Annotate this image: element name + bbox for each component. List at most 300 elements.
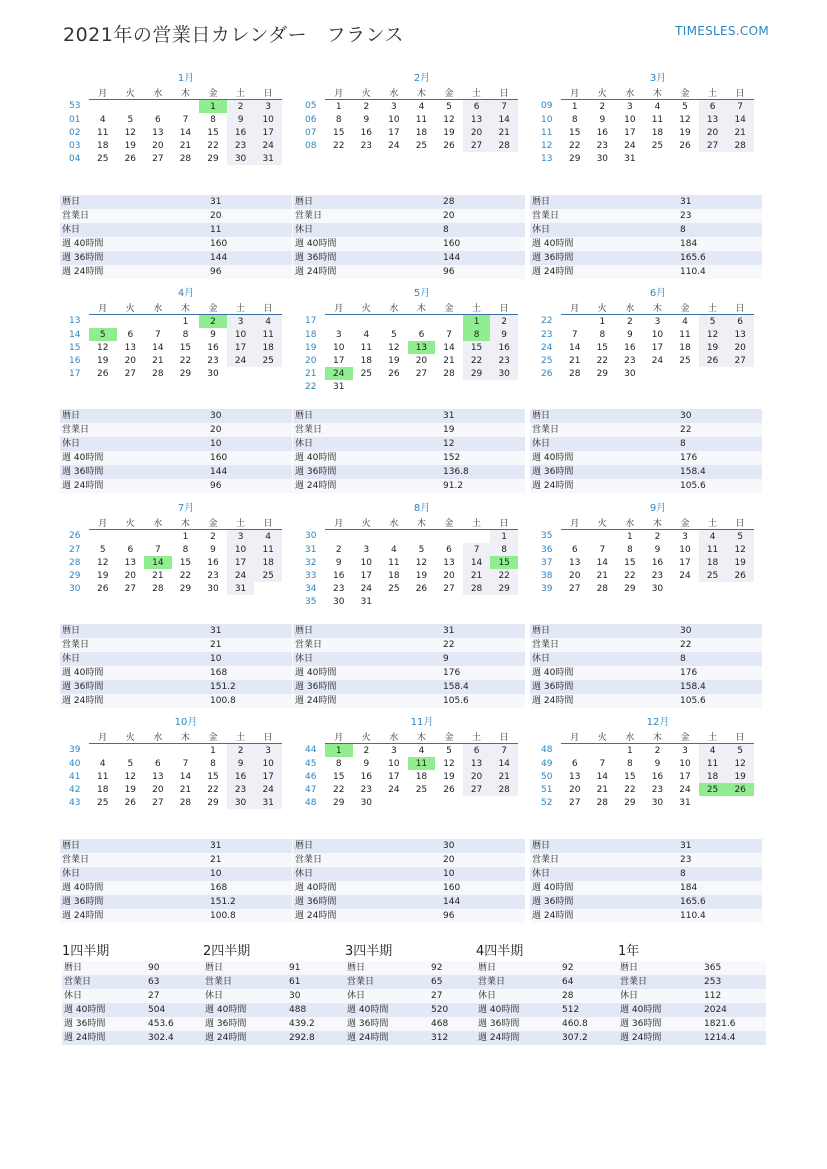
weekend-day-cell[interactable]: 13 xyxy=(699,113,727,126)
day-cell[interactable]: 22 xyxy=(569,140,581,151)
day-cell[interactable]: 27 xyxy=(124,583,137,594)
day-cell[interactable]: 28 xyxy=(179,153,192,164)
day-cell[interactable]: 8 xyxy=(599,329,606,340)
day-cell[interactable]: 29 xyxy=(333,797,345,808)
day-cell[interactable]: 23 xyxy=(624,355,636,366)
day-cell[interactable]: 19 xyxy=(679,127,691,138)
weekend-day-cell[interactable]: 3 xyxy=(254,100,282,114)
weekend-day-cell[interactable]: 28 xyxy=(463,582,491,595)
day-cell[interactable]: 26 xyxy=(388,368,400,379)
weekend-day-cell[interactable]: 16 xyxy=(490,341,518,354)
weekend-day-cell[interactable]: 6 xyxy=(726,315,754,329)
weekend-day-cell[interactable]: 19 xyxy=(699,341,727,354)
holiday-day-cell[interactable]: 11 xyxy=(408,757,436,770)
day-cell[interactable]: 7 xyxy=(599,544,606,555)
day-cell[interactable]: 14 xyxy=(443,342,455,353)
day-cell[interactable]: 2 xyxy=(599,101,606,112)
day-cell[interactable]: 11 xyxy=(97,771,109,782)
day-cell[interactable]: 22 xyxy=(179,570,192,581)
day-cell[interactable]: 15 xyxy=(569,127,581,138)
day-cell[interactable]: 18 xyxy=(360,355,373,366)
day-cell[interactable]: 25 xyxy=(360,368,373,379)
day-cell[interactable]: 16 xyxy=(651,557,664,568)
day-cell[interactable]: 8 xyxy=(210,758,216,769)
day-cell[interactable]: 13 xyxy=(443,557,455,568)
day-cell[interactable]: 15 xyxy=(333,127,345,138)
holiday-day-cell[interactable]: 25 xyxy=(699,783,727,796)
holiday-day-cell[interactable]: 1 xyxy=(199,100,227,114)
weekend-day-cell[interactable]: 7 xyxy=(490,100,518,114)
day-cell[interactable]: 13 xyxy=(124,342,137,353)
day-cell[interactable]: 16 xyxy=(333,570,345,581)
brand-link[interactable]: TIMESLES.COM xyxy=(675,24,769,38)
weekend-day-cell[interactable]: 24 xyxy=(254,783,282,796)
day-cell[interactable]: 26 xyxy=(443,784,455,795)
day-cell[interactable]: 26 xyxy=(124,797,137,808)
day-cell[interactable]: 6 xyxy=(571,544,578,555)
holiday-day-cell[interactable]: 1 xyxy=(463,315,491,329)
day-cell[interactable]: 24 xyxy=(360,583,373,594)
weekend-day-cell[interactable]: 31 xyxy=(254,152,282,165)
day-cell[interactable]: 14 xyxy=(179,771,192,782)
day-cell[interactable]: 24 xyxy=(679,570,691,581)
day-cell[interactable]: 16 xyxy=(360,127,373,138)
weekend-day-cell[interactable]: 29 xyxy=(490,582,518,595)
weekend-day-cell[interactable]: 27 xyxy=(699,139,727,152)
day-cell[interactable]: 28 xyxy=(443,368,455,379)
day-cell[interactable]: 6 xyxy=(127,329,134,340)
day-cell[interactable]: 31 xyxy=(679,797,691,808)
day-cell[interactable]: 17 xyxy=(651,342,664,353)
day-cell[interactable]: 29 xyxy=(624,797,636,808)
weekend-day-cell[interactable]: 27 xyxy=(726,354,754,367)
day-cell[interactable]: 10 xyxy=(388,114,400,125)
day-cell[interactable]: 21 xyxy=(596,784,609,795)
day-cell[interactable]: 11 xyxy=(360,342,373,353)
day-cell[interactable]: 11 xyxy=(97,127,109,138)
day-cell[interactable]: 29 xyxy=(179,368,192,379)
day-cell[interactable]: 31 xyxy=(624,153,636,164)
weekend-day-cell[interactable]: 16 xyxy=(227,126,255,139)
day-cell[interactable]: 1 xyxy=(335,101,342,112)
day-cell[interactable]: 31 xyxy=(360,596,373,607)
day-cell[interactable]: 5 xyxy=(446,745,452,756)
day-cell[interactable]: 28 xyxy=(569,368,581,379)
day-cell[interactable]: 23 xyxy=(651,784,664,795)
day-cell[interactable]: 15 xyxy=(624,771,636,782)
weekend-day-cell[interactable]: 15 xyxy=(463,341,491,354)
day-cell[interactable]: 3 xyxy=(682,531,688,542)
day-cell[interactable]: 7 xyxy=(599,758,606,769)
day-cell[interactable]: 31 xyxy=(333,381,345,392)
day-cell[interactable]: 11 xyxy=(388,557,400,568)
day-cell[interactable]: 14 xyxy=(152,342,164,353)
day-cell[interactable]: 13 xyxy=(569,557,581,568)
day-cell[interactable]: 23 xyxy=(596,140,609,151)
day-cell[interactable]: 1 xyxy=(182,531,189,542)
weekend-day-cell[interactable]: 5 xyxy=(699,315,727,329)
holiday-day-cell[interactable]: 2 xyxy=(199,315,227,329)
weekend-day-cell[interactable]: 2 xyxy=(227,744,255,758)
weekend-day-cell[interactable]: 5 xyxy=(726,530,754,544)
day-cell[interactable]: 19 xyxy=(415,570,428,581)
weekend-day-cell[interactable]: 30 xyxy=(227,152,255,165)
day-cell[interactable]: 8 xyxy=(335,758,342,769)
day-cell[interactable]: 19 xyxy=(443,127,455,138)
day-cell[interactable]: 25 xyxy=(388,583,400,594)
day-cell[interactable]: 25 xyxy=(651,140,664,151)
day-cell[interactable]: 9 xyxy=(654,758,661,769)
day-cell[interactable]: 19 xyxy=(97,355,109,366)
day-cell[interactable]: 6 xyxy=(155,758,161,769)
weekend-day-cell[interactable]: 10 xyxy=(227,328,255,341)
day-cell[interactable]: 3 xyxy=(391,745,397,756)
weekend-day-cell[interactable]: 21 xyxy=(490,126,518,139)
day-cell[interactable]: 16 xyxy=(207,342,219,353)
day-cell[interactable]: 26 xyxy=(679,140,691,151)
day-cell[interactable]: 7 xyxy=(571,329,578,340)
day-cell[interactable]: 1 xyxy=(210,745,216,756)
day-cell[interactable]: 16 xyxy=(624,342,636,353)
weekend-day-cell[interactable]: 24 xyxy=(227,569,255,582)
day-cell[interactable]: 6 xyxy=(155,114,161,125)
day-cell[interactable]: 17 xyxy=(624,127,636,138)
day-cell[interactable]: 8 xyxy=(627,758,633,769)
day-cell[interactable]: 12 xyxy=(415,557,428,568)
day-cell[interactable]: 20 xyxy=(569,784,581,795)
day-cell[interactable]: 18 xyxy=(415,127,428,138)
day-cell[interactable]: 11 xyxy=(415,114,428,125)
day-cell[interactable]: 29 xyxy=(569,153,581,164)
weekend-day-cell[interactable]: 14 xyxy=(726,113,754,126)
day-cell[interactable]: 21 xyxy=(569,355,581,366)
holiday-day-cell[interactable]: 26 xyxy=(726,783,754,796)
day-cell[interactable]: 16 xyxy=(651,771,664,782)
day-cell[interactable]: 17 xyxy=(360,570,373,581)
weekend-day-cell[interactable]: 17 xyxy=(227,556,255,569)
day-cell[interactable]: 22 xyxy=(624,570,636,581)
day-cell[interactable]: 17 xyxy=(388,771,400,782)
day-cell[interactable]: 5 xyxy=(682,101,688,112)
holiday-day-cell[interactable]: 1 xyxy=(325,744,353,758)
day-cell[interactable]: 22 xyxy=(179,355,192,366)
weekend-day-cell[interactable]: 17 xyxy=(254,126,282,139)
day-cell[interactable]: 27 xyxy=(152,797,164,808)
day-cell[interactable]: 12 xyxy=(124,771,137,782)
day-cell[interactable]: 17 xyxy=(679,771,691,782)
weekend-day-cell[interactable]: 18 xyxy=(254,341,282,354)
weekend-day-cell[interactable]: 13 xyxy=(463,757,491,770)
day-cell[interactable]: 15 xyxy=(624,557,636,568)
day-cell[interactable]: 29 xyxy=(207,153,219,164)
day-cell[interactable]: 3 xyxy=(627,101,633,112)
holiday-day-cell[interactable]: 15 xyxy=(490,556,518,569)
day-cell[interactable]: 3 xyxy=(682,745,688,756)
weekend-day-cell[interactable]: 26 xyxy=(699,354,727,367)
day-cell[interactable]: 20 xyxy=(415,355,428,366)
day-cell[interactable]: 8 xyxy=(335,114,342,125)
day-cell[interactable]: 14 xyxy=(179,127,192,138)
day-cell[interactable]: 19 xyxy=(443,771,455,782)
day-cell[interactable]: 9 xyxy=(210,329,216,340)
day-cell[interactable]: 23 xyxy=(207,355,219,366)
weekend-day-cell[interactable]: 1 xyxy=(490,530,518,544)
day-cell[interactable]: 23 xyxy=(651,570,664,581)
day-cell[interactable]: 20 xyxy=(152,140,164,151)
weekend-day-cell[interactable]: 9 xyxy=(490,328,518,341)
weekend-day-cell[interactable]: 10 xyxy=(254,757,282,770)
weekend-day-cell[interactable]: 25 xyxy=(699,569,727,582)
day-cell[interactable]: 16 xyxy=(207,557,219,568)
day-cell[interactable]: 20 xyxy=(152,784,164,795)
weekend-day-cell[interactable]: 9 xyxy=(227,757,255,770)
day-cell[interactable]: 15 xyxy=(207,127,219,138)
weekend-day-cell[interactable]: 17 xyxy=(227,341,255,354)
day-cell[interactable]: 19 xyxy=(124,784,137,795)
day-cell[interactable]: 10 xyxy=(333,342,345,353)
weekend-day-cell[interactable]: 28 xyxy=(726,139,754,152)
day-cell[interactable]: 12 xyxy=(97,557,109,568)
day-cell[interactable]: 6 xyxy=(446,544,452,555)
weekend-day-cell[interactable]: 3 xyxy=(227,530,255,544)
day-cell[interactable]: 28 xyxy=(596,583,609,594)
day-cell[interactable]: 14 xyxy=(596,771,609,782)
weekend-day-cell[interactable]: 13 xyxy=(463,113,491,126)
day-cell[interactable]: 12 xyxy=(124,127,137,138)
weekend-day-cell[interactable]: 16 xyxy=(227,770,255,783)
weekend-day-cell[interactable]: 11 xyxy=(699,757,727,770)
day-cell[interactable]: 1 xyxy=(599,316,606,327)
weekend-day-cell[interactable]: 14 xyxy=(490,757,518,770)
weekend-day-cell[interactable]: 2 xyxy=(490,315,518,329)
day-cell[interactable]: 30 xyxy=(360,797,373,808)
day-cell[interactable]: 5 xyxy=(127,758,134,769)
day-cell[interactable]: 7 xyxy=(155,329,161,340)
day-cell[interactable]: 1 xyxy=(182,316,189,327)
day-cell[interactable]: 17 xyxy=(388,127,400,138)
day-cell[interactable]: 24 xyxy=(624,140,636,151)
weekend-day-cell[interactable]: 17 xyxy=(254,770,282,783)
day-cell[interactable]: 30 xyxy=(333,596,345,607)
weekend-day-cell[interactable]: 6 xyxy=(463,100,491,114)
day-cell[interactable]: 4 xyxy=(682,316,688,327)
weekend-day-cell[interactable]: 28 xyxy=(490,139,518,152)
weekend-day-cell[interactable]: 28 xyxy=(490,783,518,796)
day-cell[interactable]: 2 xyxy=(210,531,216,542)
weekend-day-cell[interactable]: 30 xyxy=(227,796,255,809)
holiday-day-cell[interactable]: 24 xyxy=(325,367,353,380)
day-cell[interactable]: 10 xyxy=(360,557,373,568)
day-cell[interactable]: 7 xyxy=(446,329,452,340)
day-cell[interactable]: 25 xyxy=(679,355,691,366)
weekend-day-cell[interactable]: 25 xyxy=(254,569,282,582)
weekend-day-cell[interactable]: 23 xyxy=(227,139,255,152)
weekend-day-cell[interactable]: 18 xyxy=(699,556,727,569)
weekend-day-cell[interactable]: 18 xyxy=(254,556,282,569)
day-cell[interactable]: 20 xyxy=(124,570,137,581)
day-cell[interactable]: 3 xyxy=(391,101,397,112)
day-cell[interactable]: 22 xyxy=(207,784,219,795)
day-cell[interactable]: 6 xyxy=(127,544,134,555)
weekend-day-cell[interactable]: 27 xyxy=(463,139,491,152)
day-cell[interactable]: 17 xyxy=(333,355,345,366)
day-cell[interactable]: 13 xyxy=(569,771,581,782)
day-cell[interactable]: 3 xyxy=(654,316,661,327)
day-cell[interactable]: 4 xyxy=(99,758,106,769)
day-cell[interactable]: 10 xyxy=(679,544,691,555)
day-cell[interactable]: 2 xyxy=(363,745,370,756)
day-cell[interactable]: 28 xyxy=(179,797,192,808)
day-cell[interactable]: 10 xyxy=(388,758,400,769)
day-cell[interactable]: 30 xyxy=(651,797,664,808)
day-cell[interactable]: 30 xyxy=(207,583,219,594)
weekend-day-cell[interactable]: 10 xyxy=(254,113,282,126)
day-cell[interactable]: 2 xyxy=(654,745,661,756)
day-cell[interactable]: 14 xyxy=(569,342,581,353)
day-cell[interactable]: 19 xyxy=(97,570,109,581)
day-cell[interactable]: 8 xyxy=(182,544,189,555)
day-cell[interactable]: 12 xyxy=(679,114,691,125)
day-cell[interactable]: 10 xyxy=(679,758,691,769)
day-cell[interactable]: 13 xyxy=(152,771,164,782)
weekend-day-cell[interactable]: 4 xyxy=(254,315,282,329)
day-cell[interactable]: 22 xyxy=(207,140,219,151)
day-cell[interactable]: 1 xyxy=(627,531,633,542)
day-cell[interactable]: 7 xyxy=(182,758,189,769)
weekend-day-cell[interactable]: 21 xyxy=(726,126,754,139)
day-cell[interactable]: 24 xyxy=(388,784,400,795)
weekend-day-cell[interactable]: 11 xyxy=(254,328,282,341)
day-cell[interactable]: 4 xyxy=(99,114,106,125)
day-cell[interactable]: 4 xyxy=(654,101,661,112)
day-cell[interactable]: 26 xyxy=(443,140,455,151)
day-cell[interactable]: 21 xyxy=(152,355,164,366)
day-cell[interactable]: 30 xyxy=(651,583,664,594)
day-cell[interactable]: 4 xyxy=(418,101,425,112)
day-cell[interactable]: 18 xyxy=(651,127,664,138)
weekend-day-cell[interactable]: 18 xyxy=(699,770,727,783)
holiday-day-cell[interactable]: 8 xyxy=(463,328,491,341)
day-cell[interactable]: 4 xyxy=(363,329,370,340)
weekend-day-cell[interactable]: 13 xyxy=(726,328,754,341)
day-cell[interactable]: 27 xyxy=(124,368,137,379)
day-cell[interactable]: 9 xyxy=(599,114,606,125)
day-cell[interactable]: 13 xyxy=(124,557,137,568)
day-cell[interactable]: 9 xyxy=(627,329,633,340)
weekend-day-cell[interactable]: 19 xyxy=(726,770,754,783)
weekend-day-cell[interactable]: 9 xyxy=(227,113,255,126)
day-cell[interactable]: 27 xyxy=(443,583,455,594)
day-cell[interactable]: 1 xyxy=(571,101,578,112)
weekend-day-cell[interactable]: 25 xyxy=(254,354,282,367)
weekend-day-cell[interactable]: 24 xyxy=(254,139,282,152)
day-cell[interactable]: 15 xyxy=(333,771,345,782)
weekend-day-cell[interactable]: 26 xyxy=(726,569,754,582)
weekend-day-cell[interactable]: 30 xyxy=(490,367,518,380)
weekend-day-cell[interactable]: 22 xyxy=(490,569,518,582)
day-cell[interactable]: 25 xyxy=(415,784,428,795)
day-cell[interactable]: 8 xyxy=(182,329,189,340)
day-cell[interactable]: 7 xyxy=(182,114,189,125)
day-cell[interactable]: 17 xyxy=(679,557,691,568)
day-cell[interactable]: 11 xyxy=(651,114,664,125)
day-cell[interactable]: 25 xyxy=(97,153,109,164)
day-cell[interactable]: 24 xyxy=(388,140,400,151)
day-cell[interactable]: 22 xyxy=(596,355,609,366)
day-cell[interactable]: 9 xyxy=(363,758,370,769)
weekend-day-cell[interactable]: 10 xyxy=(227,543,255,556)
weekend-day-cell[interactable]: 5 xyxy=(726,744,754,758)
day-cell[interactable]: 30 xyxy=(596,153,609,164)
weekend-day-cell[interactable]: 20 xyxy=(463,770,491,783)
weekend-day-cell[interactable]: 7 xyxy=(490,744,518,758)
weekend-day-cell[interactable]: 12 xyxy=(726,757,754,770)
weekend-day-cell[interactable]: 11 xyxy=(254,543,282,556)
day-cell[interactable]: 15 xyxy=(207,771,219,782)
weekend-day-cell[interactable]: 31 xyxy=(227,582,255,595)
weekend-day-cell[interactable]: 11 xyxy=(699,543,727,556)
day-cell[interactable]: 28 xyxy=(152,583,164,594)
day-cell[interactable]: 14 xyxy=(596,557,609,568)
day-cell[interactable]: 9 xyxy=(335,557,342,568)
day-cell[interactable]: 8 xyxy=(210,114,216,125)
day-cell[interactable]: 24 xyxy=(679,784,691,795)
day-cell[interactable]: 3 xyxy=(335,329,342,340)
weekend-day-cell[interactable]: 29 xyxy=(463,367,491,380)
day-cell[interactable]: 18 xyxy=(388,570,400,581)
weekend-day-cell[interactable]: 3 xyxy=(227,315,255,329)
weekend-day-cell[interactable]: 8 xyxy=(490,543,518,556)
day-cell[interactable]: 12 xyxy=(443,758,455,769)
day-cell[interactable]: 21 xyxy=(179,784,192,795)
day-cell[interactable]: 13 xyxy=(152,127,164,138)
day-cell[interactable]: 21 xyxy=(596,570,609,581)
weekend-day-cell[interactable]: 21 xyxy=(490,770,518,783)
day-cell[interactable]: 5 xyxy=(127,114,134,125)
day-cell[interactable]: 29 xyxy=(207,797,219,808)
day-cell[interactable]: 26 xyxy=(124,153,137,164)
weekend-day-cell[interactable]: 31 xyxy=(254,796,282,809)
weekend-day-cell[interactable]: 6 xyxy=(699,100,727,114)
day-cell[interactable]: 2 xyxy=(363,101,370,112)
weekend-day-cell[interactable]: 12 xyxy=(699,328,727,341)
day-cell[interactable]: 6 xyxy=(571,758,578,769)
day-cell[interactable]: 23 xyxy=(333,583,345,594)
day-cell[interactable]: 20 xyxy=(569,570,581,581)
weekend-day-cell[interactable]: 14 xyxy=(463,556,491,569)
weekend-day-cell[interactable]: 20 xyxy=(726,341,754,354)
day-cell[interactable]: 22 xyxy=(624,784,636,795)
weekend-day-cell[interactable]: 3 xyxy=(254,744,282,758)
weekend-day-cell[interactable]: 23 xyxy=(490,354,518,367)
day-cell[interactable]: 5 xyxy=(391,329,397,340)
day-cell[interactable]: 19 xyxy=(388,355,400,366)
day-cell[interactable]: 7 xyxy=(155,544,161,555)
day-cell[interactable]: 20 xyxy=(124,355,137,366)
day-cell[interactable]: 12 xyxy=(388,342,400,353)
weekend-day-cell[interactable]: 2 xyxy=(227,100,255,114)
day-cell[interactable]: 4 xyxy=(391,544,397,555)
weekend-day-cell[interactable]: 4 xyxy=(699,744,727,758)
day-cell[interactable]: 23 xyxy=(207,570,219,581)
holiday-day-cell[interactable]: 13 xyxy=(408,341,436,354)
day-cell[interactable]: 15 xyxy=(179,342,192,353)
day-cell[interactable]: 28 xyxy=(152,368,164,379)
day-cell[interactable]: 26 xyxy=(97,583,109,594)
day-cell[interactable]: 6 xyxy=(418,329,425,340)
day-cell[interactable]: 16 xyxy=(596,127,609,138)
day-cell[interactable]: 27 xyxy=(152,153,164,164)
